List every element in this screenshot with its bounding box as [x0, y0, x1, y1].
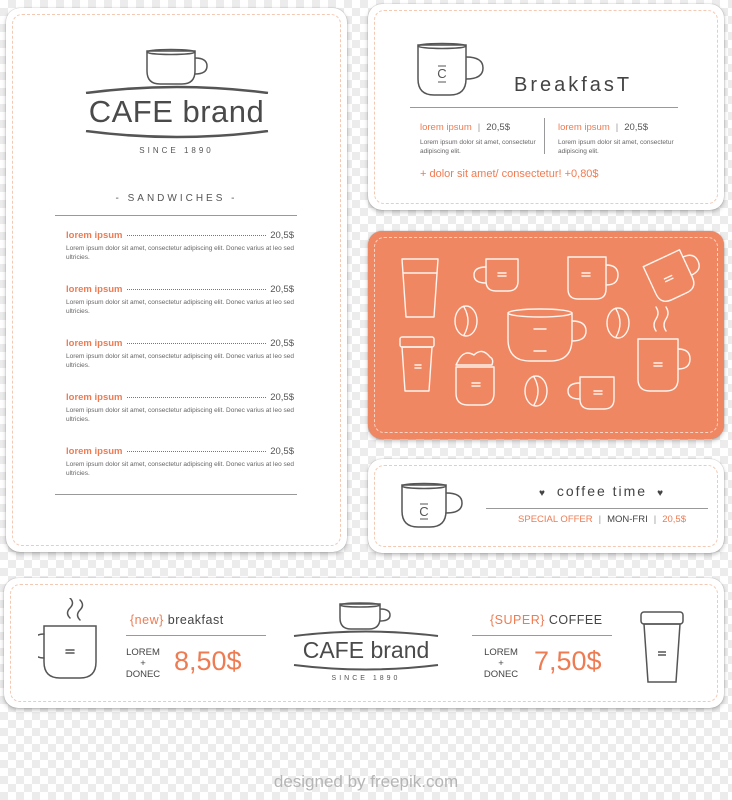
coffee-cup-icon: [334, 602, 398, 632]
cafe-brand-logo: [286, 602, 446, 682]
credit-text: designed by freepik.com: [273, 772, 459, 791]
divider: [472, 635, 612, 636]
offer-name: breakfast: [167, 613, 224, 627]
brand-arc-bottom: [291, 664, 441, 672]
coffee-bean-icon: [455, 306, 477, 336]
item-price: 20,5$: [624, 122, 648, 133]
item-name: lorem ipsum: [420, 122, 472, 133]
brand-arc-top: [291, 629, 441, 637]
right-offer-title: [490, 613, 603, 627]
menu-item: [66, 284, 294, 317]
column-divider: [544, 118, 545, 154]
tilted-mug-icon: [643, 245, 708, 305]
divider: [55, 494, 297, 495]
item-description: Lorem ipsum dolor sit amet, consectetur adipiscing elit.: [420, 139, 536, 155]
offer-price: 20,5$: [662, 514, 686, 525]
coffee-time-card: [368, 459, 724, 553]
glass-icon: [402, 259, 438, 317]
item-name: lorem ipsum: [66, 392, 123, 403]
mug-icon: [474, 259, 518, 291]
item-description: Lorem ipsum dolor sit amet, consectetur adipiscing elit. Donec varius at leo sed ultricies.: [66, 461, 294, 477]
item-price: 20,5$: [486, 122, 510, 133]
dot-leader: [127, 289, 267, 290]
mug-icon: [568, 257, 618, 299]
item-price: 20,5$: [270, 446, 294, 457]
credit-watermark: [0, 772, 732, 792]
section-title: - SANDWICHES -: [115, 193, 238, 204]
breakfast-item: lorem ipsum | 20,5$ Lorem ipsum dolor sit amet, consectetur adipiscing elit.: [420, 122, 550, 157]
brand-name: CAFE brand: [88, 94, 265, 129]
menu-item: [66, 338, 294, 371]
menu-item: [66, 230, 294, 263]
offer-line: SPECIAL OFFER | MON-FRI | 20,5$: [518, 514, 686, 525]
offer-item: DONEC: [125, 668, 161, 680]
dot-leader: [127, 397, 267, 398]
cup-letter: C: [437, 66, 447, 81]
left-offer-items: [118, 648, 168, 681]
promo-banner: [4, 578, 724, 708]
menu-item: [66, 392, 294, 425]
offer-tag: {SUPER}: [490, 613, 545, 627]
item-price: 20,5$: [270, 284, 294, 295]
brand-name: CAFE brand: [302, 637, 430, 663]
coffee-pattern-card: [368, 231, 724, 439]
offer-tag: {new}: [130, 613, 164, 627]
since-text: SINCE 1890: [139, 146, 214, 155]
coffee-cup-icon: [398, 481, 472, 533]
since-text: SINCE 1890: [331, 675, 401, 682]
takeaway-cup-icon: [638, 608, 688, 688]
coffee-time-title: [486, 483, 718, 499]
dot-leader: [127, 235, 267, 236]
heart-icon: ♥: [657, 488, 666, 499]
mug-icon: [568, 377, 614, 409]
brand-arc-bottom: [82, 130, 272, 140]
brand-arc-top: [82, 84, 272, 94]
coffee-bean-icon: [525, 376, 547, 406]
left-offer-title: [130, 613, 224, 627]
breakfast-card: [368, 4, 724, 210]
offer-label: SPECIAL OFFER: [518, 514, 593, 525]
offer-days: MON-FRI: [607, 514, 648, 525]
coffee-cup-icon: [508, 309, 586, 361]
title-text: coffee time: [556, 483, 648, 499]
sandwich-menu-card: [6, 8, 347, 552]
item-description: Lorem ipsum dolor sit amet, consectetur adipiscing elit.: [558, 139, 674, 155]
offer-item: LOREM: [126, 647, 160, 658]
menu-item: [66, 446, 294, 479]
item-name: lorem ipsum: [66, 230, 123, 241]
plus-sign: +: [140, 657, 146, 669]
steaming-mug-icon: [38, 598, 108, 682]
takeaway-cup-icon: [400, 337, 434, 391]
extra-offer-line: + dolor sit amet/ consectetur! +0,80$: [420, 168, 599, 180]
divider: [486, 508, 708, 509]
offer-name: COFFEE: [548, 613, 603, 627]
item-price: 20,5$: [270, 230, 294, 241]
offer-item: DONEC: [483, 668, 519, 680]
item-name: lorem ipsum: [66, 284, 123, 295]
coffee-doodle-pattern: [368, 231, 724, 439]
cafe-brand-logo: [6, 48, 347, 155]
item-description: Lorem ipsum dolor sit amet, consectetur adipiscing elit. Donec varius at leo sed ultricies.: [66, 299, 294, 315]
coffee-mug-icon: [414, 42, 496, 100]
cup-letter: C: [419, 504, 429, 519]
item-description: Lorem ipsum dolor sit amet, consectetur adipiscing elit. Donec varius at leo sed ultricies.: [66, 353, 294, 369]
item-description: Lorem ipsum dolor sit amet, consectetur adipiscing elit. Donec varius at leo sed ultricies.: [66, 245, 294, 261]
divider: [126, 635, 266, 636]
item-price: 20,5$: [270, 392, 294, 403]
left-offer-price: 8,50$: [174, 646, 242, 676]
right-offer-price: 7,50$: [534, 646, 602, 676]
divider: [410, 107, 678, 108]
heart-icon: ♥: [538, 488, 547, 499]
dot-leader: [127, 343, 267, 344]
item-name: lorem ipsum: [558, 122, 610, 133]
right-offer-items: [476, 648, 526, 681]
item-price: 20,5$: [270, 338, 294, 349]
coffee-bean-icon: [607, 308, 629, 338]
breakfast-title: BreakfasT: [514, 74, 633, 96]
plus-sign: +: [498, 657, 504, 669]
dot-leader: [127, 451, 267, 452]
divider: [55, 215, 297, 216]
cappuccino-icon: [456, 351, 494, 405]
item-name: lorem ipsum: [66, 446, 123, 457]
steaming-mug-icon: [638, 307, 690, 391]
coffee-cup-icon: [137, 48, 217, 88]
item-name: lorem ipsum: [66, 338, 123, 349]
breakfast-item: lorem ipsum | 20,5$ Lorem ipsum dolor sit amet, consectetur adipiscing elit.: [558, 122, 688, 157]
item-description: Lorem ipsum dolor sit amet, consectetur adipiscing elit. Donec varius at leo sed ultricies.: [66, 407, 294, 423]
offer-item: LOREM: [484, 647, 518, 658]
